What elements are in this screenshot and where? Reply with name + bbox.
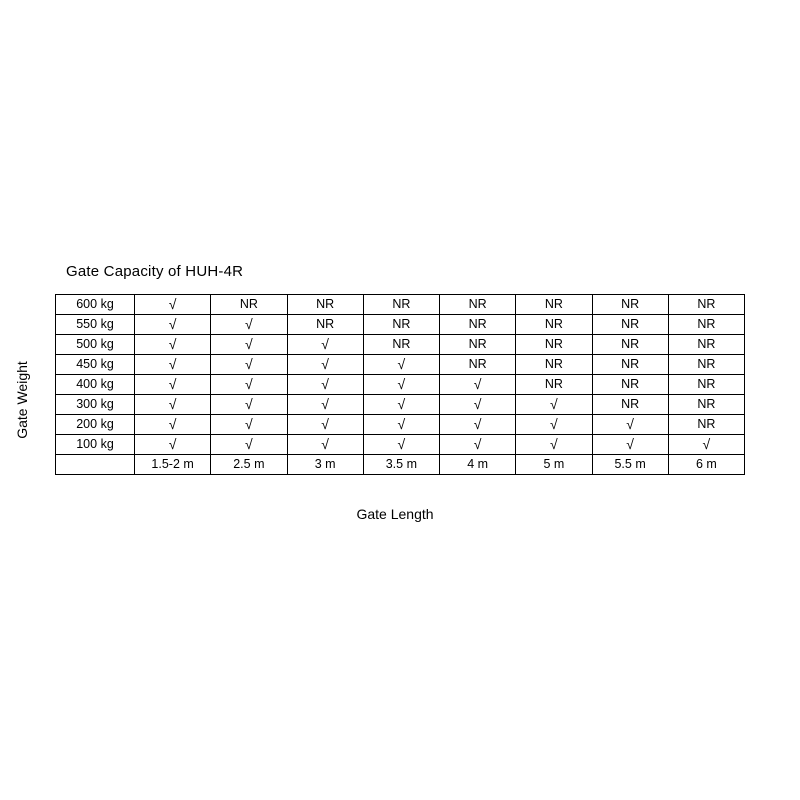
cell-check: √ [135,335,211,355]
cell-check: √ [211,375,287,395]
cell-nr: NR [516,355,592,375]
column-header-2: 3 m [287,455,363,475]
cell-check: √ [135,395,211,415]
cell-check: √ [592,435,668,455]
cell-nr: NR [592,375,668,395]
cell-nr: NR [516,375,592,395]
cell-check: √ [135,435,211,455]
cell-check: √ [211,415,287,435]
row-header-2: 500 kg [56,335,135,355]
cell-check: √ [516,435,592,455]
cell-check: √ [363,375,439,395]
cell-check: √ [135,375,211,395]
row-header-0: 600 kg [56,295,135,315]
cell-nr: NR [516,295,592,315]
row-header-6: 200 kg [56,415,135,435]
cell-check: √ [440,375,516,395]
column-header-row [56,455,745,475]
cell-nr: NR [592,335,668,355]
cell-check: √ [363,395,439,415]
cell-check: √ [287,435,363,455]
cell-nr: NR [363,315,439,335]
cell-check: √ [440,395,516,415]
table-row [56,435,745,455]
table-row [56,315,745,335]
cell-check: √ [516,415,592,435]
column-header-4: 4 m [440,455,516,475]
cell-nr: NR [592,395,668,415]
table-row [56,415,745,435]
cell-nr: NR [516,335,592,355]
cell-check: √ [135,415,211,435]
cell-nr: NR [516,315,592,335]
cell-check: √ [135,295,211,315]
page-title: Gate Capacity of HUH-4R [66,263,244,280]
row-header-3: 450 kg [56,355,135,375]
column-header-0: 1.5-2 m [135,455,211,475]
cell-check: √ [287,395,363,415]
cell-check: √ [287,415,363,435]
cell-nr: NR [668,335,744,355]
table-row [56,375,745,395]
table-row [56,335,745,355]
table-body [56,295,745,475]
cell-check: √ [211,355,287,375]
cell-check: √ [668,435,744,455]
cell-nr: NR [592,295,668,315]
column-header-6: 5.5 m [592,455,668,475]
cell-check: √ [363,355,439,375]
row-header-5: 300 kg [56,395,135,415]
cell-check: √ [211,315,287,335]
row-header-4: 400 kg [56,375,135,395]
x-axis-label: Gate Length [356,506,434,522]
cell-nr: NR [668,415,744,435]
column-header-1: 2.5 m [211,455,287,475]
row-header-7: 100 kg [56,435,135,455]
cell-check: √ [516,395,592,415]
cell-nr: NR [211,295,287,315]
cell-check: √ [592,415,668,435]
cell-check: √ [211,395,287,415]
table-row [56,395,745,415]
column-header-5: 5 m [516,455,592,475]
table-row [56,355,745,375]
cell-check: √ [363,435,439,455]
cell-nr: NR [440,355,516,375]
column-header-7: 6 m [668,455,744,475]
cell-check: √ [135,315,211,335]
column-header-3: 3.5 m [363,455,439,475]
cell-nr: NR [363,335,439,355]
cell-nr: NR [592,355,668,375]
cell-nr: NR [668,315,744,335]
cell-nr: NR [287,295,363,315]
cell-nr: NR [668,395,744,415]
cell-nr: NR [440,335,516,355]
table-corner-cell [56,455,135,475]
cell-check: √ [211,335,287,355]
cell-nr: NR [287,315,363,335]
cell-check: √ [440,415,516,435]
capacity-matrix-table [55,294,745,475]
row-header-1: 550 kg [56,315,135,335]
cell-nr: NR [668,295,744,315]
table-row [56,295,745,315]
cell-nr: NR [440,315,516,335]
cell-nr: NR [668,355,744,375]
cell-check: √ [287,375,363,395]
cell-nr: NR [440,295,516,315]
cell-check: √ [211,435,287,455]
cell-check: √ [135,355,211,375]
cell-check: √ [363,415,439,435]
cell-check: √ [287,355,363,375]
cell-nr: NR [592,315,668,335]
cell-check: √ [287,335,363,355]
y-axis-label: Gate Weight [14,361,30,439]
cell-nr: NR [363,295,439,315]
cell-nr: NR [668,375,744,395]
cell-check: √ [440,435,516,455]
